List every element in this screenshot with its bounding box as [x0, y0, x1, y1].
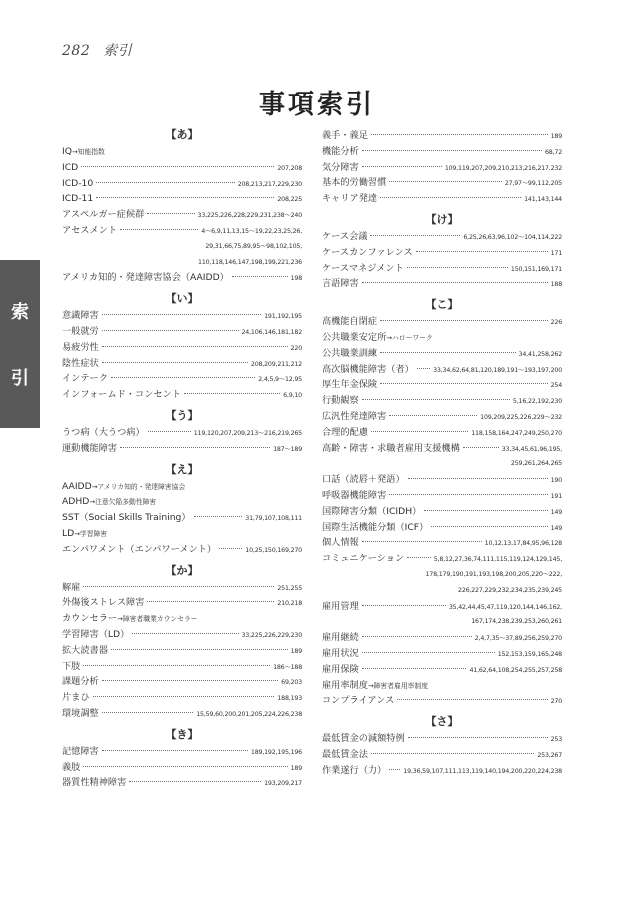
index-entry [62, 191, 302, 207]
section-heading: 【け】 [425, 212, 459, 226]
page-numbers: 253,267 [537, 751, 562, 759]
page-numbers: 24,106,146,181,182 [241, 328, 302, 336]
index-entry-crossref [322, 330, 562, 346]
page-numbers: 207,208 [277, 164, 302, 172]
dot-leader [380, 197, 521, 198]
index-entry [322, 441, 562, 457]
page-numbers: 198 [290, 275, 302, 283]
entry-term: 雇用率制度 [322, 679, 368, 691]
dot-leader [111, 649, 288, 650]
dot-leader [362, 541, 482, 542]
dot-leader [389, 415, 477, 416]
page-numbers-continued: 167,174,238,239,253,260,261 [471, 618, 562, 626]
entry-term: 意識障害 [62, 310, 99, 322]
entry-term: キャリア発達 [322, 193, 378, 205]
dot-leader [362, 605, 446, 606]
dot-leader [380, 320, 547, 321]
index-entry [322, 731, 562, 747]
entry-term: 基本的労働習慣 [322, 177, 387, 189]
dot-leader [416, 251, 548, 252]
index-entry [62, 706, 302, 722]
page-numbers-continued: 226,227,229,232,234,235,239,245 [458, 586, 562, 594]
dot-leader [371, 753, 534, 754]
entry-term: 義手・義足 [322, 130, 368, 141]
dot-leader [362, 668, 467, 669]
page-numbers: 4～6,9,11,13,15～19,22,23,25,26, [201, 227, 302, 235]
page-title: 事項索引 [258, 90, 375, 120]
page-numbers: 251,255 [277, 584, 302, 592]
right-column [322, 128, 562, 778]
page-numbers: 119,120,207,209,213～216,219,265 [193, 429, 302, 437]
page-numbers: 109,209,225,226,229～232 [480, 413, 562, 421]
entry-term: 陰性症状 [62, 357, 99, 369]
page-numbers: 171 [550, 249, 562, 257]
section-heading: 【い】 [165, 292, 199, 306]
page-numbers: 141,143,144 [524, 196, 562, 204]
page-numbers: 149 [550, 508, 562, 516]
index-entry [62, 308, 302, 324]
index-entry [62, 659, 302, 675]
index-entry-crossref [62, 526, 302, 542]
index-entry [322, 630, 562, 646]
dot-leader [371, 134, 548, 135]
dot-leader [102, 680, 278, 681]
section-heading: 【こ】 [425, 298, 459, 312]
entry-term: 義肢 [62, 761, 81, 773]
page-numbers: 5,8,12,27,36,74,111,115,119,124,129,145, [433, 556, 562, 564]
index-entry [62, 176, 302, 192]
index-entry [62, 387, 302, 403]
page-numbers: 149 [550, 524, 562, 532]
index-entry [62, 425, 302, 441]
index-entry [322, 747, 562, 763]
index-entry [62, 441, 302, 457]
dot-leader [362, 150, 542, 151]
index-entry [62, 595, 302, 611]
index-entry [322, 551, 562, 567]
page-numbers: 188,193 [277, 695, 302, 703]
index-entry [62, 580, 302, 596]
entry-term: 最低賃金の減額特例 [322, 733, 405, 745]
entry-term: 公共職業訓練 [322, 347, 378, 359]
dot-leader [83, 665, 270, 666]
entry-term: 易疲労性 [62, 341, 99, 353]
index-entry-crossref [322, 678, 562, 694]
index-entry [322, 160, 562, 176]
index-entry [62, 744, 302, 760]
entry-term: 解雇 [62, 581, 81, 593]
page-numbers: 193,209,217 [264, 780, 302, 788]
dot-leader [96, 182, 234, 183]
dot-leader [219, 548, 242, 549]
entry-term: うつ病（大うつ病） [62, 426, 145, 438]
dot-leader [407, 267, 508, 268]
dot-leader [417, 368, 430, 369]
page-numbers: 189 [550, 133, 562, 140]
index-entry [322, 377, 562, 393]
dot-leader [111, 377, 255, 378]
dot-leader [96, 197, 274, 198]
entry-term: 記憶障害 [62, 745, 99, 757]
dot-leader [362, 636, 472, 637]
index-entry [62, 674, 302, 690]
entry-term: 片まひ [62, 692, 90, 704]
dot-leader [389, 181, 502, 182]
header-label: 索引 [103, 43, 133, 59]
page-numbers: 118,158,164,247,249,250,270 [471, 429, 562, 437]
index-entry [322, 763, 562, 779]
entry-term: 雇用保険 [322, 663, 359, 675]
dot-leader [389, 769, 400, 770]
entry-term: 最低賃金法 [322, 748, 368, 760]
dot-leader [362, 282, 548, 283]
page-numbers: 31,79,107,108,111 [245, 515, 302, 523]
dot-leader [184, 393, 280, 394]
see-reference: →学習障害 [74, 529, 108, 538]
page-numbers: 27,97～99,112,205 [504, 180, 562, 188]
entry-term: 広汎性発達障害 [322, 410, 387, 422]
index-entry [322, 504, 562, 520]
entry-term: 外傷後ストレス障害 [62, 597, 145, 609]
dot-leader [81, 166, 274, 167]
dot-leader [463, 447, 499, 448]
entry-term: AAIDD [62, 480, 92, 492]
index-entry [322, 191, 562, 207]
index-entry [62, 510, 302, 526]
index-entry [322, 245, 562, 261]
entry-term: インフォームド・コンセント [62, 389, 181, 401]
page-numbers: 191,192,195 [264, 313, 302, 321]
dot-leader [83, 766, 287, 767]
entry-term: コミュニケーション [322, 553, 405, 565]
page-numbers: 270 [550, 698, 562, 706]
page-numbers-continued: 178,179,190,191,193,198,200,205,220～222, [425, 570, 562, 578]
index-entry [322, 362, 562, 378]
page-numbers: 208,209,211,212 [250, 360, 302, 368]
page-numbers: 69,203 [281, 679, 302, 687]
entry-term: 気分障害 [322, 161, 359, 173]
entry-term: 言語障害 [322, 278, 359, 290]
page-numbers: 2,4,7,35～37,89,256,259,270 [474, 635, 562, 643]
dot-leader [102, 362, 248, 363]
index-entry-crossref [62, 479, 302, 495]
dot-leader [362, 166, 442, 167]
page-numbers: 189 [290, 647, 302, 655]
index-entry [62, 760, 302, 776]
dot-leader [408, 478, 548, 479]
index-entry [322, 646, 562, 662]
page-numbers: 5,16,22,192,230 [512, 398, 562, 406]
dot-leader [370, 235, 460, 236]
page-numbers: 33,34,62,64,81,120,189,191～193,197,200 [433, 366, 562, 374]
page-numbers: 208,225 [277, 196, 302, 204]
page-numbers: 210,218 [277, 600, 302, 608]
index-entry [62, 643, 302, 659]
index-entry [62, 542, 302, 558]
dot-leader [102, 330, 239, 331]
page-number: 282 [62, 43, 91, 59]
entry-term: 合理的配慮 [322, 426, 368, 438]
page-numbers: 253 [550, 736, 562, 744]
index-entry [62, 270, 302, 286]
index-entry [322, 425, 562, 441]
index-entry [322, 409, 562, 425]
index-entry-crossref [62, 494, 302, 510]
dot-leader [362, 652, 495, 653]
dot-leader [83, 586, 274, 587]
page-numbers-continued: 110,118,146,147,198,199,221,236 [198, 258, 302, 266]
page-numbers: 41,62,64,108,254,255,257,258 [469, 666, 562, 674]
dot-leader [120, 447, 270, 448]
dot-leader [132, 633, 238, 634]
entry-term: 雇用継続 [322, 632, 359, 644]
index-entry [322, 662, 562, 678]
index-entry [62, 160, 302, 176]
dot-leader [407, 557, 431, 558]
dot-leader [424, 510, 547, 511]
entry-term: ケースカンファレンス [322, 246, 413, 258]
left-column [62, 128, 302, 791]
entry-term: 拡大読書器 [62, 644, 108, 656]
page-numbers: 186～188 [273, 663, 302, 671]
entry-term: アメリカ知的・発達障害協会（AAIDD） [62, 272, 229, 284]
index-entry [62, 775, 302, 791]
see-reference: →障害者雇用率制度 [367, 681, 429, 690]
page-numbers: 33,34,45,61,96,195, [501, 445, 562, 453]
entry-term: 国際生活機能分類（ICF） [322, 521, 429, 533]
index-entry [62, 207, 302, 223]
entry-term: ケース会議 [322, 230, 368, 242]
index-entry [322, 128, 562, 144]
entry-term: インテーク [62, 373, 108, 385]
entry-term: エンパワメント（エンパワーメント） [62, 543, 217, 555]
entry-term: 機能分析 [322, 145, 359, 157]
entry-term: カウンセラー [62, 613, 118, 625]
dot-leader [147, 213, 194, 214]
index-entry [62, 627, 302, 643]
entry-term: ICD [62, 161, 79, 173]
index-entry [322, 346, 562, 362]
entry-term: 雇用状況 [322, 647, 359, 659]
dot-leader [380, 352, 515, 353]
index-entry [62, 324, 302, 340]
page-numbers: 19,36,59,107,111,113,119,140,194,200,220,224,238 [403, 767, 562, 775]
index-entry [322, 261, 562, 277]
entry-term: ADHD [62, 496, 90, 508]
page-numbers: 33,225,226,229,230 [241, 631, 302, 639]
side-tab-char: 索 [11, 302, 29, 323]
entry-term: 高次脳機能障害（者） [322, 363, 414, 375]
index-entry [322, 599, 562, 615]
page-header [62, 40, 132, 60]
index-entry-crossref [62, 144, 302, 160]
index-entry [62, 371, 302, 387]
dot-leader [102, 750, 248, 751]
index-entry [322, 693, 562, 709]
entry-term: 行動観察 [322, 395, 359, 407]
page-numbers: 226 [550, 319, 562, 327]
entry-term: 高齢・障害・求職者雇用支援機構 [322, 442, 460, 454]
page-numbers: 152,153,159,165,248 [497, 650, 562, 658]
entry-term: 作業遂行（力） [322, 764, 387, 776]
page-numbers: 34,41,258,262 [518, 350, 562, 358]
index-entry [322, 229, 562, 245]
see-reference: →アメリカ知的・発達障害協会 [91, 482, 186, 491]
page-numbers: 15,59,60,200,201,205,224,226,238 [196, 710, 302, 718]
index-entry [322, 175, 562, 191]
entry-term: 公共職業安定所 [322, 331, 387, 343]
page-numbers: 220 [290, 344, 302, 352]
index-entry [322, 276, 562, 292]
entry-term: 環境調整 [62, 707, 99, 719]
dot-leader [194, 516, 243, 517]
page-numbers: 10,25,150,169,270 [245, 546, 302, 554]
entry-term: 国際障害分類（ICIDH） [322, 505, 422, 517]
index-entry [322, 535, 562, 551]
page-numbers: 254 [550, 382, 562, 390]
side-tab-char: 引 [11, 368, 29, 389]
dot-leader [93, 696, 275, 697]
page-numbers-continued: 29,31,66,75,89,95～98,102,105, [205, 242, 302, 250]
dot-leader [371, 431, 468, 432]
entry-term: LD [62, 527, 75, 539]
page-numbers: 187～189 [273, 445, 302, 453]
page-numbers: 6,9,10 [283, 392, 302, 400]
dot-leader [431, 526, 547, 527]
dot-leader [102, 346, 288, 347]
index-entry [322, 314, 562, 330]
index-entry [322, 472, 562, 488]
index-entry [322, 520, 562, 536]
page-numbers: 35,42,44,45,47,119,120,144,146,162, [448, 603, 562, 611]
dot-leader [102, 712, 193, 713]
page-numbers: 189 [290, 764, 302, 772]
page-numbers: 190 [550, 477, 562, 485]
entry-term: 口話（読唇＋発語） [322, 474, 405, 486]
entry-term: 厚生年金保険 [322, 379, 378, 391]
entry-term: 課題分析 [62, 676, 99, 688]
page-numbers-continued: 259,261,264,265 [510, 460, 562, 468]
section-heading: 【か】 [165, 563, 199, 577]
entry-term: ICD-11 [62, 193, 94, 205]
see-reference: →ハローワーク [386, 333, 433, 342]
dot-leader [102, 314, 261, 315]
entry-term: 器質性精神障害 [62, 777, 127, 789]
entry-term: 高機能自閉症 [322, 316, 378, 328]
see-reference: →知能指数 [71, 148, 105, 156]
section-heading: 【さ】 [425, 715, 459, 729]
dot-leader [389, 494, 547, 495]
dot-leader [147, 601, 274, 602]
entry-term: コンプライアンス [322, 695, 395, 707]
entry-term: 個人情報 [322, 537, 359, 549]
entry-term: ケースマネジメント [322, 262, 404, 274]
index-entry [322, 393, 562, 409]
index-entry [62, 690, 302, 706]
dot-leader [380, 383, 547, 384]
entry-term: 一般就労 [62, 325, 99, 337]
entry-term: 雇用管理 [322, 600, 359, 612]
entry-term: 下肢 [62, 660, 81, 672]
section-heading: 【き】 [165, 727, 199, 741]
page-numbers: 33,225,226,228,229,231,238～240 [197, 212, 302, 220]
index-entry-crossref [62, 611, 302, 627]
index-side-tab [0, 260, 40, 428]
page-numbers: 189,192,195,196 [250, 748, 302, 756]
index-entry [62, 223, 302, 239]
index-entry [322, 488, 562, 504]
see-reference: →注意欠陥多動性障害 [89, 498, 157, 507]
index-entry [62, 340, 302, 356]
entry-term: 学習障害（LD） [62, 628, 130, 640]
section-heading: 【う】 [165, 408, 199, 422]
index-entry [62, 356, 302, 372]
see-reference: →障害者職業カウンセラー [117, 615, 198, 624]
index-entry [322, 144, 562, 160]
page-numbers: 2,4,5,9～12,95 [258, 376, 302, 384]
dot-leader [120, 229, 198, 230]
dot-leader [232, 276, 288, 277]
page-numbers: 188 [550, 281, 562, 289]
page-numbers: 68,72 [544, 148, 562, 156]
page-numbers: 6,25,26,63,96,102～104,114,222 [463, 233, 562, 241]
dot-leader [408, 737, 548, 738]
section-heading: 【え】 [165, 462, 199, 476]
entry-term: アスペルガー症候群 [62, 209, 145, 221]
dot-leader [362, 399, 510, 400]
page-numbers: 191 [550, 492, 562, 500]
entry-term: SST（Social Skills Training） [62, 512, 191, 524]
page-numbers: 109,119,207,209,210,213,216,217,232 [444, 164, 562, 172]
dot-leader [397, 699, 547, 700]
entry-term: 呼吸器機能障害 [322, 489, 387, 501]
entry-term: IQ [62, 146, 72, 157]
section-heading: 【あ】 [165, 128, 199, 141]
entry-term: ICD-10 [62, 177, 94, 189]
entry-term: 運動機能障害 [62, 442, 118, 454]
entry-term: アセスメント [62, 224, 118, 236]
page-numbers: 150,151,169,171 [510, 265, 562, 273]
dot-leader [148, 431, 191, 432]
page-numbers: 10,12,13,17,84,95,96,128 [484, 540, 562, 548]
page-numbers: 208,213,217,229,230 [237, 180, 302, 188]
dot-leader [129, 781, 261, 782]
